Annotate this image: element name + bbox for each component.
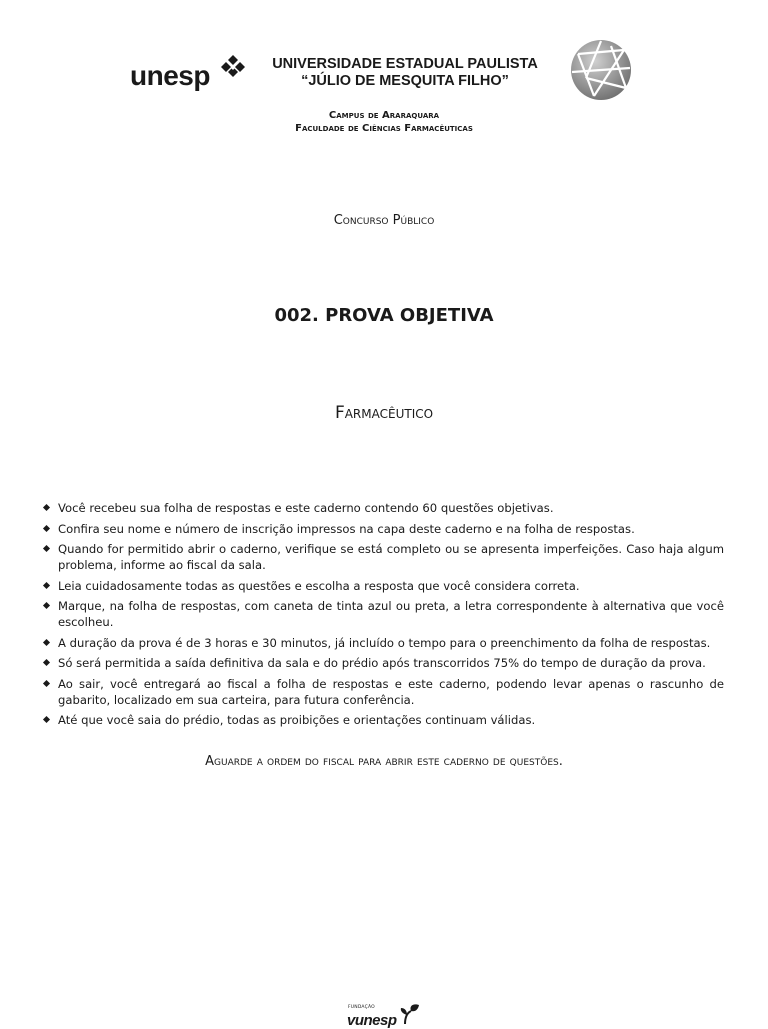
instruction-text: Leia cuidadosamente todas as questões e escolha a resposta que você considera correta. [58, 578, 580, 593]
instruction-item [44, 676, 724, 708]
instruction-item [44, 635, 724, 651]
instruction-item [44, 598, 724, 630]
exam-title: 002. PROVA OBJETIVA [274, 305, 494, 326]
unesp-logo-text: unesp [130, 60, 210, 91]
instruction-text: Só será permitida a saída definitiva da sala e do prédio após transcorridos 75% do tempo de duração da prova. [58, 656, 706, 670]
instruction-text: Marque, na folha de respostas, com caneta de tinta azul ou preta, a letra correspondente à alternativa que você escolheu. [58, 599, 724, 629]
campus-info [234, 109, 534, 135]
diamond-bullet-icon [43, 638, 50, 645]
document-header [0, 0, 768, 150]
diamond-bullet-icon [43, 504, 50, 511]
instruction-text: Quando for permitido abrir o caderno, verifique se está completo ou se apresenta imperfeições. Caso haja algum problema, informe ao fiscal da sala. [58, 542, 724, 572]
instruction-item [44, 655, 724, 671]
instruction-item [44, 521, 724, 537]
vunesp-leaf-icon [399, 1003, 421, 1024]
diamond-bullet-icon [43, 602, 50, 609]
university-name: UNIVERSIDADE ESTADUAL PAULISTA [272, 56, 538, 72]
instruction-item [44, 712, 724, 728]
instruction-text: Até que você saia do prédio, todas as proibições e orientações continuam válidas. [58, 713, 536, 727]
instruction-text: Você recebeu sua folha de respostas e este caderno contendo 60 questões objetivas. [58, 501, 554, 515]
job-title: Farmacêutico [334, 403, 434, 423]
instruction-item [44, 578, 724, 594]
vunesp-logo-text: vunesp [347, 1012, 397, 1029]
instruction-text: Ao sair, você entregará ao fiscal a folha de respostas e este caderno, podendo levar apenas o rascunho de gabarito, localizado em sua carteira, para futura conferência. [58, 676, 724, 707]
unesp-globe-icon [566, 38, 636, 102]
university-title [254, 56, 556, 90]
diamond-bullet-icon [43, 716, 50, 723]
diamond-bullet-icon [43, 659, 50, 666]
diamond-bullet-icon [43, 524, 50, 531]
instruction-item [44, 541, 724, 573]
diamond-bullet-icon [43, 679, 50, 686]
instruction-text: A duração da prova é de 3 horas e 30 minutos, já incluído o tempo para o preenchimento da folha de respostas. [58, 635, 711, 650]
footer-foundation-label: FUNDAÇÃO [348, 1005, 375, 1010]
instruction-item [44, 500, 724, 516]
instructions-list [44, 500, 724, 733]
campus-name: Campus de Araraquara [328, 110, 440, 121]
diamond-bullet-icon [43, 545, 50, 552]
instruction-text: Confira seu nome e número de inscrição impressos na capa deste caderno e na folha de respostas. [58, 521, 635, 536]
faculty-name: Faculdade de Ciências Farmacêuticas [295, 123, 473, 134]
unesp-diamond-icon [219, 54, 247, 78]
exam-type: Concurso Público [333, 213, 435, 228]
diamond-bullet-icon [43, 581, 50, 588]
closing-notice: Aguarde a ordem do fiscal para abrir este caderno de questões. [205, 754, 563, 769]
university-honoree: “JÚLIO DE MESQUITA FILHO” [301, 73, 509, 89]
